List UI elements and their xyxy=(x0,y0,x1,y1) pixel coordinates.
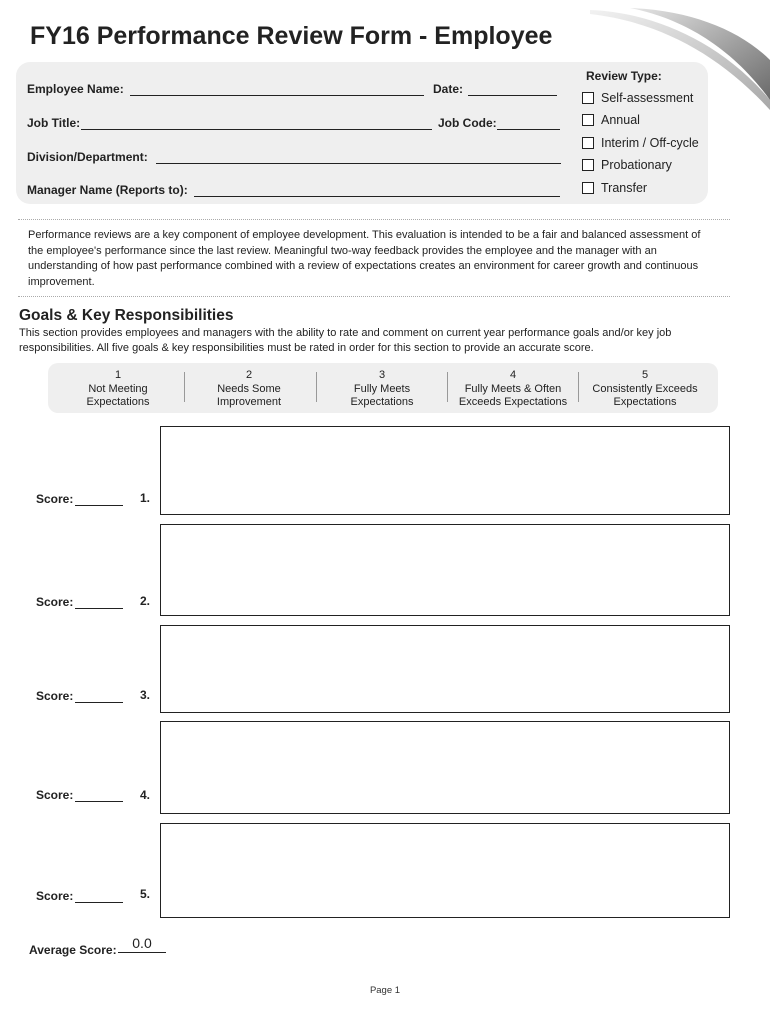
form-title: FY16 Performance Review Form - Employee xyxy=(30,22,553,50)
goal-3-comment-box[interactable] xyxy=(160,625,730,713)
rating-number: 3 xyxy=(378,369,386,381)
rating-scale-item-4 xyxy=(446,369,580,410)
interim-checkbox[interactable] xyxy=(582,137,594,149)
annual-checkbox[interactable] xyxy=(582,114,594,126)
goal-1-score-label: Score: xyxy=(36,492,74,506)
rating-scale-item-2 xyxy=(182,369,316,410)
goal-2-score-field[interactable] xyxy=(75,608,123,609)
rating-label-line2: Expectations xyxy=(613,396,677,408)
probationary-checkbox[interactable] xyxy=(582,159,594,171)
rating-scale-item-5 xyxy=(578,369,712,410)
goals-section-description: This section provides employees and managers with the ability to rate and comment on current year performance goals and/or key job responsibilities. All five goals & key responsibilities must be rated in order for this section to provide an accurate score. xyxy=(19,327,672,354)
job-code-field[interactable] xyxy=(497,129,560,130)
divider xyxy=(18,219,730,220)
goal-1-comment-box[interactable] xyxy=(160,426,730,515)
rating-label-line1: Fully Meets & Often xyxy=(464,382,562,395)
review-type-option-label: Interim / Off-cycle xyxy=(601,136,699,150)
review-type-annual[interactable] xyxy=(582,111,640,129)
goal-5-comment-box[interactable] xyxy=(160,823,730,918)
manager-name-field[interactable] xyxy=(194,196,560,197)
goal-4-comment-box[interactable] xyxy=(160,721,730,814)
review-type-interim[interactable] xyxy=(582,134,699,152)
review-type-option-label: Self-assessment xyxy=(601,91,694,105)
review-type-option-label: Annual xyxy=(601,113,640,127)
rating-label-line1: Fully Meets xyxy=(353,382,411,395)
division-field[interactable] xyxy=(156,163,561,164)
job-title-field[interactable] xyxy=(81,129,432,130)
job-title-label: Job Title: xyxy=(27,116,81,130)
rating-scale-item-3 xyxy=(315,369,449,410)
manager-name-label: Manager Name (Reports to): xyxy=(27,183,188,197)
date-field[interactable] xyxy=(468,95,557,96)
rating-label-line1: Consistently Exceeds xyxy=(592,382,698,395)
rating-label-line2: Exceeds Expectations xyxy=(458,396,568,408)
goal-3-score-label: Score: xyxy=(36,689,74,703)
rating-number: 1 xyxy=(114,369,122,381)
goal-5-score-label: Score: xyxy=(36,889,74,903)
goal-4-score-field[interactable] xyxy=(75,801,123,802)
goal-4-score-label: Score: xyxy=(36,788,74,802)
goal-2-number: 2. xyxy=(140,594,151,608)
goal-5-number: 5. xyxy=(140,887,151,901)
review-type-option-label: Transfer xyxy=(601,181,648,195)
goal-1-number: 1. xyxy=(140,491,151,505)
goal-5-score-field[interactable] xyxy=(75,902,123,903)
rating-label-line1: Not Meeting xyxy=(88,382,148,395)
goals-section-title: Goals & Key Responsibilities xyxy=(19,307,234,324)
goal-1-score-field[interactable] xyxy=(75,505,123,506)
job-code-label: Job Code: xyxy=(438,116,497,130)
page-number: Page 1 xyxy=(369,985,401,996)
transfer-checkbox[interactable] xyxy=(582,182,594,194)
review-type-probationary[interactable] xyxy=(582,156,672,174)
review-type-self-assessment[interactable] xyxy=(582,89,693,107)
review-type-transfer[interactable] xyxy=(582,179,647,197)
goal-2-comment-box[interactable] xyxy=(160,524,730,616)
divider xyxy=(18,296,730,297)
goal-4-number: 4. xyxy=(140,788,151,802)
rating-number: 5 xyxy=(641,369,649,381)
rating-number: 4 xyxy=(509,369,517,381)
rating-scale-item-1 xyxy=(51,369,185,410)
date-label: Date: xyxy=(433,82,464,96)
employee-name-label: Employee Name: xyxy=(27,82,124,96)
average-score-label: Average Score: xyxy=(29,943,117,957)
intro-paragraph: Performance reviews are a key component of employee development. This evaluation is intended to be a fair and balanced assessment of the employee's performance since the last review. Meaningful two-way feedback provides the employee and the manager with an understanding of how past performance combined with a review of expectations creates an environment for career growth and continuous improvement. xyxy=(28,229,701,288)
goal-3-score-field[interactable] xyxy=(75,702,123,703)
rating-label-line2: Improvement xyxy=(216,396,282,408)
review-type-heading: Review Type: xyxy=(586,69,662,83)
rating-number: 2 xyxy=(245,369,253,381)
goal-3-number: 3. xyxy=(140,688,151,702)
rating-label-line1: Needs Some xyxy=(217,382,281,395)
rating-label-line2: Expectations xyxy=(350,396,414,408)
goal-2-score-label: Score: xyxy=(36,595,74,609)
average-score-value: 0.0 xyxy=(118,935,166,953)
review-type-option-label: Probationary xyxy=(601,158,672,172)
rating-label-line2: Expectations xyxy=(86,396,150,408)
division-label: Division/Department: xyxy=(27,150,148,164)
self-assessment-checkbox[interactable] xyxy=(582,92,594,104)
employee-name-field[interactable] xyxy=(130,95,424,96)
